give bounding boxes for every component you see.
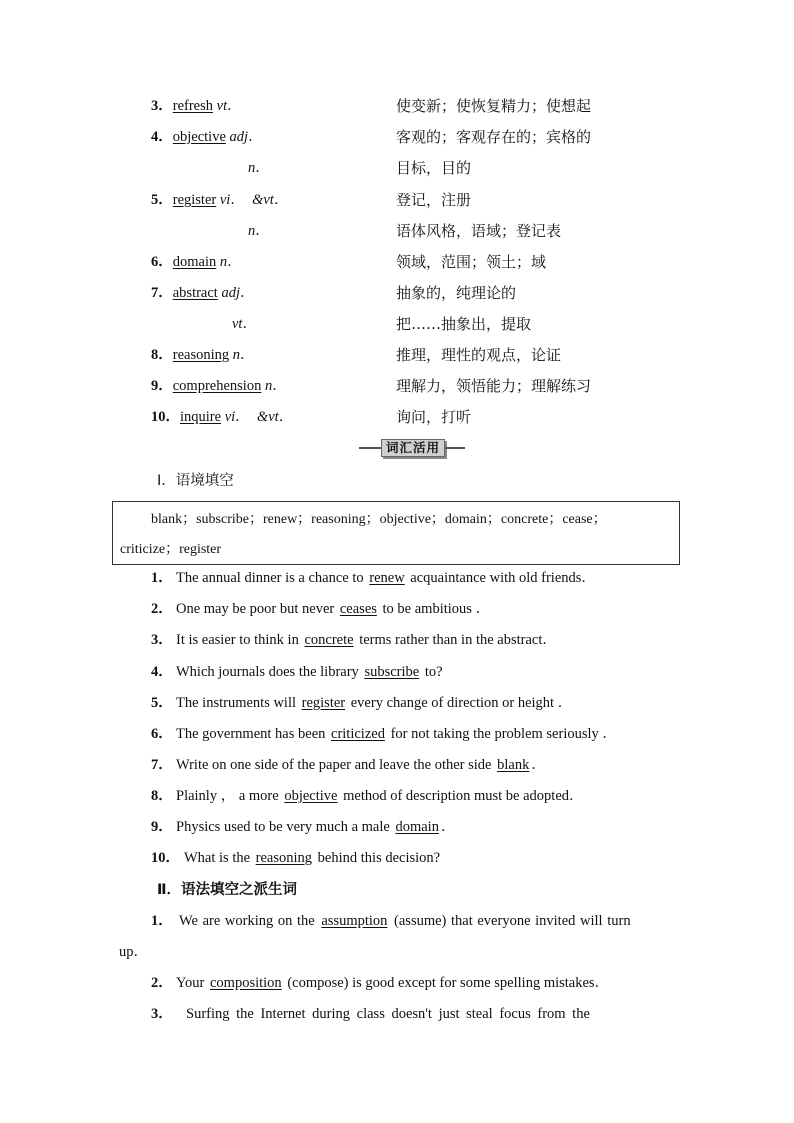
exercise-sentence: 4． Which journals does the library subscribe to? xyxy=(151,664,443,680)
vocab-item xyxy=(0,251,794,273)
word-bank-line: criticize；register xyxy=(120,542,222,557)
word-bank-box xyxy=(112,501,680,565)
exercise-sentence: 7． Write on one side of the paper and leave the other side blank ． xyxy=(151,757,546,773)
answer-blank: blank xyxy=(497,757,530,773)
section-heading: Ⅱ．语法填空之派生词 xyxy=(157,882,298,898)
vocab-entry: 9．comprehension n． xyxy=(151,378,287,394)
vocab-item xyxy=(0,189,794,211)
vocab-meaning: 领域，范围；领土；域 xyxy=(396,253,547,271)
vocab-pos: n． xyxy=(248,223,270,239)
vocab-meaning: 目标，目的 xyxy=(396,159,472,177)
answer-blank: composition xyxy=(209,975,282,991)
vocab-item xyxy=(0,313,794,335)
vocab-item xyxy=(0,282,794,304)
answer-blank: ceases xyxy=(339,601,377,617)
exercise-sentence: 3． It is easier to think in concrete terms rather than in the abstract． xyxy=(151,632,557,648)
answer-blank: reasoning xyxy=(255,850,313,866)
answer-blank: subscribe xyxy=(364,664,420,680)
answer-blank: renew xyxy=(369,570,405,586)
answer-blank: concrete xyxy=(304,632,354,648)
vocab-item xyxy=(0,220,794,242)
vocab-item xyxy=(0,344,794,366)
exercise-sentence: 8． Plainly ， a more objective method of description must be adopted． xyxy=(151,788,584,804)
answer-blank: register xyxy=(301,695,346,711)
vocab-meaning: 使变新；使恢复精力；使想起 xyxy=(396,97,592,115)
exercise-sentence: 5． The instruments will register every change of direction or height ． xyxy=(151,695,573,711)
vocab-entry: 10．inquire vi． &vt． xyxy=(151,409,294,425)
grammar-sentence: 1． We are working on the assumption (assume) that everyone invited will turn xyxy=(151,913,631,929)
answer-blank: criticized xyxy=(331,726,385,742)
grammar-sentence: 2． Your composition (compose) is good except for some spelling mistakes． xyxy=(151,975,610,991)
vocab-item xyxy=(0,406,794,428)
grammar-sentence-continued: up． xyxy=(119,944,148,960)
section-banner xyxy=(359,439,465,457)
exercise-sentence: 6． The government has been criticized for not taking the problem seriously ． xyxy=(151,726,617,742)
section-heading: Ⅰ．语境填空 xyxy=(157,473,234,489)
vocab-item xyxy=(0,126,794,148)
vocab-meaning: 询问，打听 xyxy=(396,408,472,426)
answer-blank: domain xyxy=(395,819,439,835)
answer-blank: assumption xyxy=(321,913,388,929)
vocab-meaning: 登记，注册 xyxy=(396,191,472,209)
word-bank-line: blank；subscribe；renew；reasoning；objective；domain；concrete；cease； xyxy=(151,512,607,527)
grammar-sentence: 3． Surfing the Internet during class doesn't just steal focus from the xyxy=(151,1006,590,1022)
banner-label: 词汇活用 xyxy=(381,439,445,457)
banner-rule-right xyxy=(445,447,465,449)
vocab-entry: 8．reasoning n． xyxy=(151,347,255,363)
vocab-pos: vt． xyxy=(232,316,257,332)
vocab-pos: n． xyxy=(248,160,270,176)
vocab-item xyxy=(0,95,794,117)
vocab-entry: 5．register vi． &vt． xyxy=(151,192,289,208)
vocab-meaning: 语体风格，语域；登记表 xyxy=(396,222,562,240)
exercise-sentence: 9． Physics used to be very much a male domain ． xyxy=(151,819,456,835)
vocab-meaning: 推理，理性的观点，论证 xyxy=(396,346,562,364)
exercise-sentence: 1． The annual dinner is a chance to renew acquaintance with old friends． xyxy=(151,570,596,586)
answer-blank: objective xyxy=(284,788,338,804)
banner-rule-left xyxy=(359,447,381,449)
vocab-entry: 4．objective adj． xyxy=(151,129,263,145)
exercise-sentence: 2． One may be poor but never ceases to be ambitious ． xyxy=(151,601,491,617)
vocab-entry: 3．refresh vt． xyxy=(151,98,242,114)
vocab-meaning: 客观的；客观存在的；宾格的 xyxy=(396,128,592,146)
vocab-entry: 7．abstract adj． xyxy=(151,285,255,301)
exercise-sentence: 10． What is the reasoning behind this decision? xyxy=(151,850,441,866)
vocab-entry: 6．domain n． xyxy=(151,254,242,270)
vocab-meaning: 抽象的，纯理论的 xyxy=(396,284,517,302)
vocab-item xyxy=(0,375,794,397)
vocab-item xyxy=(0,157,794,179)
vocab-meaning: 理解力，领悟能力；理解练习 xyxy=(396,377,592,395)
vocab-meaning: 把……抽象出，提取 xyxy=(396,315,532,333)
